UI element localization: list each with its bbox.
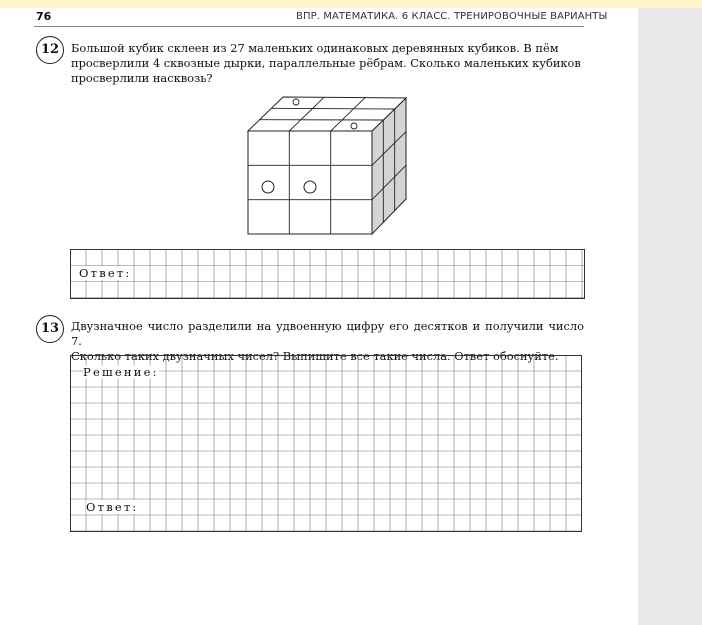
page-number: 76 [36, 10, 52, 23]
task-12-line-1: Большой кубик склеен из 27 маленьких одинаковых деревянных кубиков. В пём [71, 41, 559, 55]
hole-circle [262, 181, 274, 193]
task-13-solution-label: Решение: [83, 365, 159, 379]
grid-border [71, 250, 585, 299]
task-12-line-3: просверлили насквозь? [71, 71, 213, 86]
hole-circle [293, 99, 299, 105]
hole-circle [351, 123, 357, 129]
task-13-number: 13 [36, 315, 64, 343]
task-13-answer-label: Ответ: [86, 500, 139, 514]
task-13-line-2: Сколько таких двузначных чисел? Выпишите все такие числа. Ответ обоснуйте. [71, 349, 559, 364]
task-13-line-1: Двузначное число разделили на удвоенную цифру его десятков и получили число 7. [71, 319, 584, 349]
task-12-number: 12 [36, 36, 64, 64]
solution-grid-13[interactable] [70, 355, 582, 532]
running-title: ВПР. МАТЕМАТИКА. 6 КЛАСС. ТРЕНИРОВОЧНЫЕ ВАРИАНТЫ [296, 11, 608, 22]
task-12-line-2: просверлили 4 сквозные дырки, параллельные рёбрам. Сколько маленьких кубиков [71, 56, 581, 71]
task-12-answer-label: Ответ: [79, 266, 132, 280]
answer-grid-12[interactable] [70, 249, 585, 299]
hole-circle [304, 181, 316, 193]
